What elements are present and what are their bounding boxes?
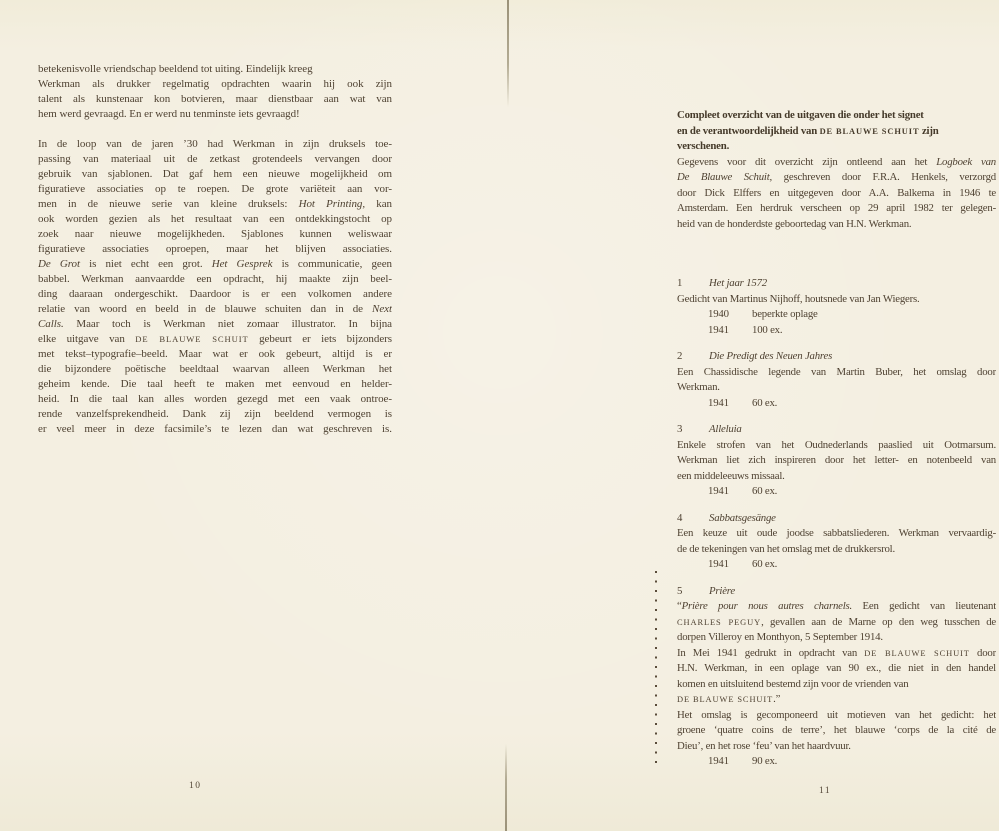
italic-text: Calls. [38,318,64,330]
text-line [38,167,392,182]
text-line [38,137,392,152]
edition-info: 90 ex. [752,755,778,767]
text-segment: Gedicht van Martinus Nijhoff, houtsnede van Jan Wiegers. [677,292,920,305]
text-segment: betekenisvolle vriendschap beeldend tot uiting. Eindelijk kreeg [38,63,313,75]
text-line [677,615,996,631]
text-segment: babbel. Werkman aanvaardde een opdracht, hij maakte zijn beel- [38,273,392,285]
entry-title: Die Predigt des Neuen Jahres [709,350,833,362]
entry-title-line [677,584,996,600]
text-line [38,317,392,332]
edition-entry [677,349,996,411]
edition-year-row [677,323,996,339]
entry-title-line [677,276,996,292]
paragraph [38,62,392,122]
text-segment: In de loop van de jaren ’30 had Werkman in zijn druksels toe- [38,138,392,150]
text-line [677,155,996,171]
text-line [38,107,392,122]
text-segment: kan [365,198,392,210]
edition-year: 1940 [708,308,729,320]
italic-text: Het Gesprek [211,258,273,270]
small-caps-text: DE BLAUWE SCHUIT [677,694,774,704]
text-line [38,302,392,317]
text-segment: Werkman liet zich inspireren door het letter- en notenbeeld van [677,454,996,466]
edition-info: beperkte oplage [752,308,818,320]
text-segment: In Mei 1941 gedrukt in opdracht van [677,646,865,659]
text-segment: passing van materiaal uit de zetkast grotendeels vervangen door [38,153,392,165]
text-segment: .” [773,693,781,705]
text-segment: H.N. Werkman, in een oplage van 90 ex., die niet in den handel [677,662,996,674]
text-segment: ook worden gezien als het resultaat van een ontdekkingstocht op [38,213,392,225]
text-segment: Het omslag is gecomponeerd uit motieven van het gedicht: het [677,708,996,721]
entry-title: Sabbatsgesänge [709,511,776,524]
text-line [677,723,996,739]
text-segment: heid. In die taal kan alles worden gezegd met een vaak ontroe- [38,393,392,405]
entry-title: Het jaar 1572 [709,277,767,289]
edition-year-row [677,396,996,412]
edition-entry [677,422,996,500]
edition-year: 1941 [708,485,729,497]
text-line [38,92,392,107]
text-line [677,692,996,708]
text-segment: heid van de honderdste geboortedag van H.N. Werkman. [677,217,912,230]
text-segment: Werkman. [677,381,720,393]
entry-number: 3 [677,423,683,435]
text-segment: gebruik van sjablonen. Dat gaf hem een nieuwe mogelijkheid om [38,168,392,180]
text-line [38,377,392,392]
italic-text: Next [372,303,392,315]
text-segment: door Dick Elffers en uitgegeven door A.A. Balkema in 1946 te [677,186,996,199]
small-caps-text: CHARLES PEGUY [677,616,762,627]
text-line [38,152,392,167]
text-line [38,392,392,407]
page-fold-line-bottom [505,744,507,831]
text-segment: en de verantwoordelijkheid van [677,124,820,137]
text-line [677,542,996,558]
text-line [677,201,996,217]
text-segment: Amsterdam. Een herdruk verscheen op 29 april 1982 ter gelegen- [677,202,996,214]
text-segment: Gegevens voor dit overzicht zijn ontleend aan het [677,155,937,168]
text-line [38,197,392,212]
text-line [677,739,996,755]
italic-text: Logboek van [936,155,996,168]
text-segment: , gevallen aan de Marne op den weg tusschen de [761,615,996,628]
entry-title-line [677,511,996,527]
left-page-number: 10 [189,781,202,791]
entry-number: 5 [677,584,683,597]
paragraph [38,137,392,437]
entry-5-dotted-marker-rule [655,571,657,769]
text-line [38,227,392,242]
italic-text: Hot Printing, [298,198,366,210]
small-caps-text: DE BLAUWE SCHUIT [819,125,920,136]
text-line [38,332,392,347]
entry-title-line [677,422,996,438]
text-line [677,599,996,615]
entry-title: Prière [709,584,735,597]
text-line [38,257,392,272]
text-line [38,272,392,287]
text-line [38,77,392,92]
overview-intro [677,108,996,232]
text-segment: ding daaraan ondergeschikt. Daardoor is er een volkomen andere [38,288,392,300]
text-segment: groene ‘quatre coins de terre’, het blauwe ‘corps de la cité de [677,724,996,736]
text-segment: zijn [919,124,939,137]
text-segment: geheim kende. Die taal heeft te maken met eenvoud en helder- [38,378,392,390]
text-segment: “ [677,600,682,612]
text-segment: Een keuze uit oude joodse sabbatsliederen. Werkman vervaardig- [677,527,996,539]
right-page-text-column [677,108,996,781]
edition-entry [677,584,996,770]
text-segment: Werkman als drukker regelmatig opdrachten waarin hij ook zijn [38,78,392,90]
text-line [677,217,996,233]
edition-year-row [677,484,996,500]
text-line [677,677,996,693]
entry-title: Alleluia [709,423,742,435]
edition-info: 60 ex. [752,485,778,497]
edition-entry [677,276,996,338]
text-segment: zoek naar nieuwe mogelijkheden. Sjablones kunnen weliswaar [38,228,392,240]
text-line [677,380,996,396]
text-line [38,362,392,377]
text-line [677,124,996,140]
text-line [677,661,996,677]
text-segment: een middeleeuws missaal. [677,469,785,482]
text-segment: er veel meer in deze facsimile’s te lezen dan wat geschreven is. [38,423,392,435]
text-segment: Dieu’, en het rose ‘feu’ van het haardvuur. [677,739,851,752]
text-segment: is communicatie, geen [272,258,392,270]
entry-number: 4 [677,511,683,524]
text-line [38,407,392,422]
left-page-text-column [38,62,392,452]
text-line [38,212,392,227]
edition-year-row [677,557,996,573]
right-page-number: 11 [819,786,832,796]
text-line [677,630,996,646]
edition-year: 1941 [708,323,729,336]
text-line [677,170,996,186]
text-segment: geschreven door F.R.A. Henkels, verzorgd [772,171,996,183]
italic-text: De Grot [38,258,81,270]
text-segment: figuratieve associaties oproepen, maar het blijven associaties. [38,243,392,255]
text-segment: figuratieve associaties op te roepen. De grote variëteit aan vor- [38,183,392,195]
edition-year-row [677,754,996,770]
text-line [677,708,996,724]
text-segment: is niet echt een grot. [80,258,212,270]
text-line [677,646,996,662]
text-segment: die bijzondere poëtische beeldtaal waarvan alleen Werkman het [38,363,392,375]
text-segment: Een gedicht van lieutenant [852,600,996,612]
text-segment: de de tekeningen van het omslag met de drukkersrol. [677,542,895,555]
text-line [677,292,996,308]
edition-entry [677,511,996,573]
text-segment: komen en uitsluitend bestemd zijn voor de vrienden van [677,677,909,690]
text-segment: door [969,646,996,659]
text-line [38,287,392,302]
text-line [38,242,392,257]
text-line [677,186,996,202]
edition-info: 60 ex. [752,558,778,570]
text-segment: hem werd gevraagd. En er werd nu tenminste iets gevraagd! [38,108,300,120]
edition-year: 1941 [708,396,729,409]
entry-number: 2 [677,350,683,362]
text-line [677,365,996,381]
text-segment: rende vanzelfsprekendheid. Dank zij zijn beeldend vermogen is [38,408,392,420]
text-segment: Een Chassidische legende van Martin Buber, het omslag door [677,365,996,378]
text-line [677,438,996,454]
italic-text: De Blauwe Schuit, [677,171,772,183]
text-line [677,453,996,469]
entry-title-line [677,349,996,365]
small-caps-text: DE BLAUWE SCHUIT [864,647,970,658]
edition-year: 1941 [708,558,729,570]
text-segment: met tekst–typografie–beeld. Maar wat er ook gebeurt, altijd is er [38,348,392,360]
text-line [677,526,996,542]
edition-info: 60 ex. [752,396,778,409]
page-fold-line-top [507,0,509,107]
text-segment: Enkele strofen van het Oudnederlands paaslied uit Ootmarsum. [677,438,996,451]
text-segment: Maar toch is Werkman niet zomaar illustrator. In bijna [63,318,392,330]
text-line [38,62,392,77]
text-segment: dorpen Villeroy en Monthyon, 5 September 1914. [677,631,883,643]
text-line [38,347,392,362]
text-segment: elke uitgave van [38,333,136,345]
text-segment: Compleet overzicht van de uitgaven die onder het signet [677,109,924,121]
text-line [38,182,392,197]
text-segment: talent als kunstenaar kon botvieren, maar dienstbaar aan wat van [38,93,392,105]
text-segment: verschenen. [677,140,730,152]
edition-year: 1941 [708,755,729,767]
text-line [677,469,996,485]
text-line [677,108,996,124]
text-line [38,422,392,437]
edition-info: 100 ex. [752,323,783,336]
text-line [677,139,996,155]
text-segment: relatie van woord en beeld in de blauwe schuiten dan in de [38,303,373,315]
text-segment: men in de nieuwe serie van kleine druksels: [38,198,299,210]
italic-text: Prière pour nous autres charnels. [681,600,853,612]
entry-number: 1 [677,277,683,289]
edition-year-row [677,307,996,323]
text-segment: gebeurt er iets bijzonders [248,333,392,345]
small-caps-text: DE BLAUWE SCHUIT [135,334,249,344]
